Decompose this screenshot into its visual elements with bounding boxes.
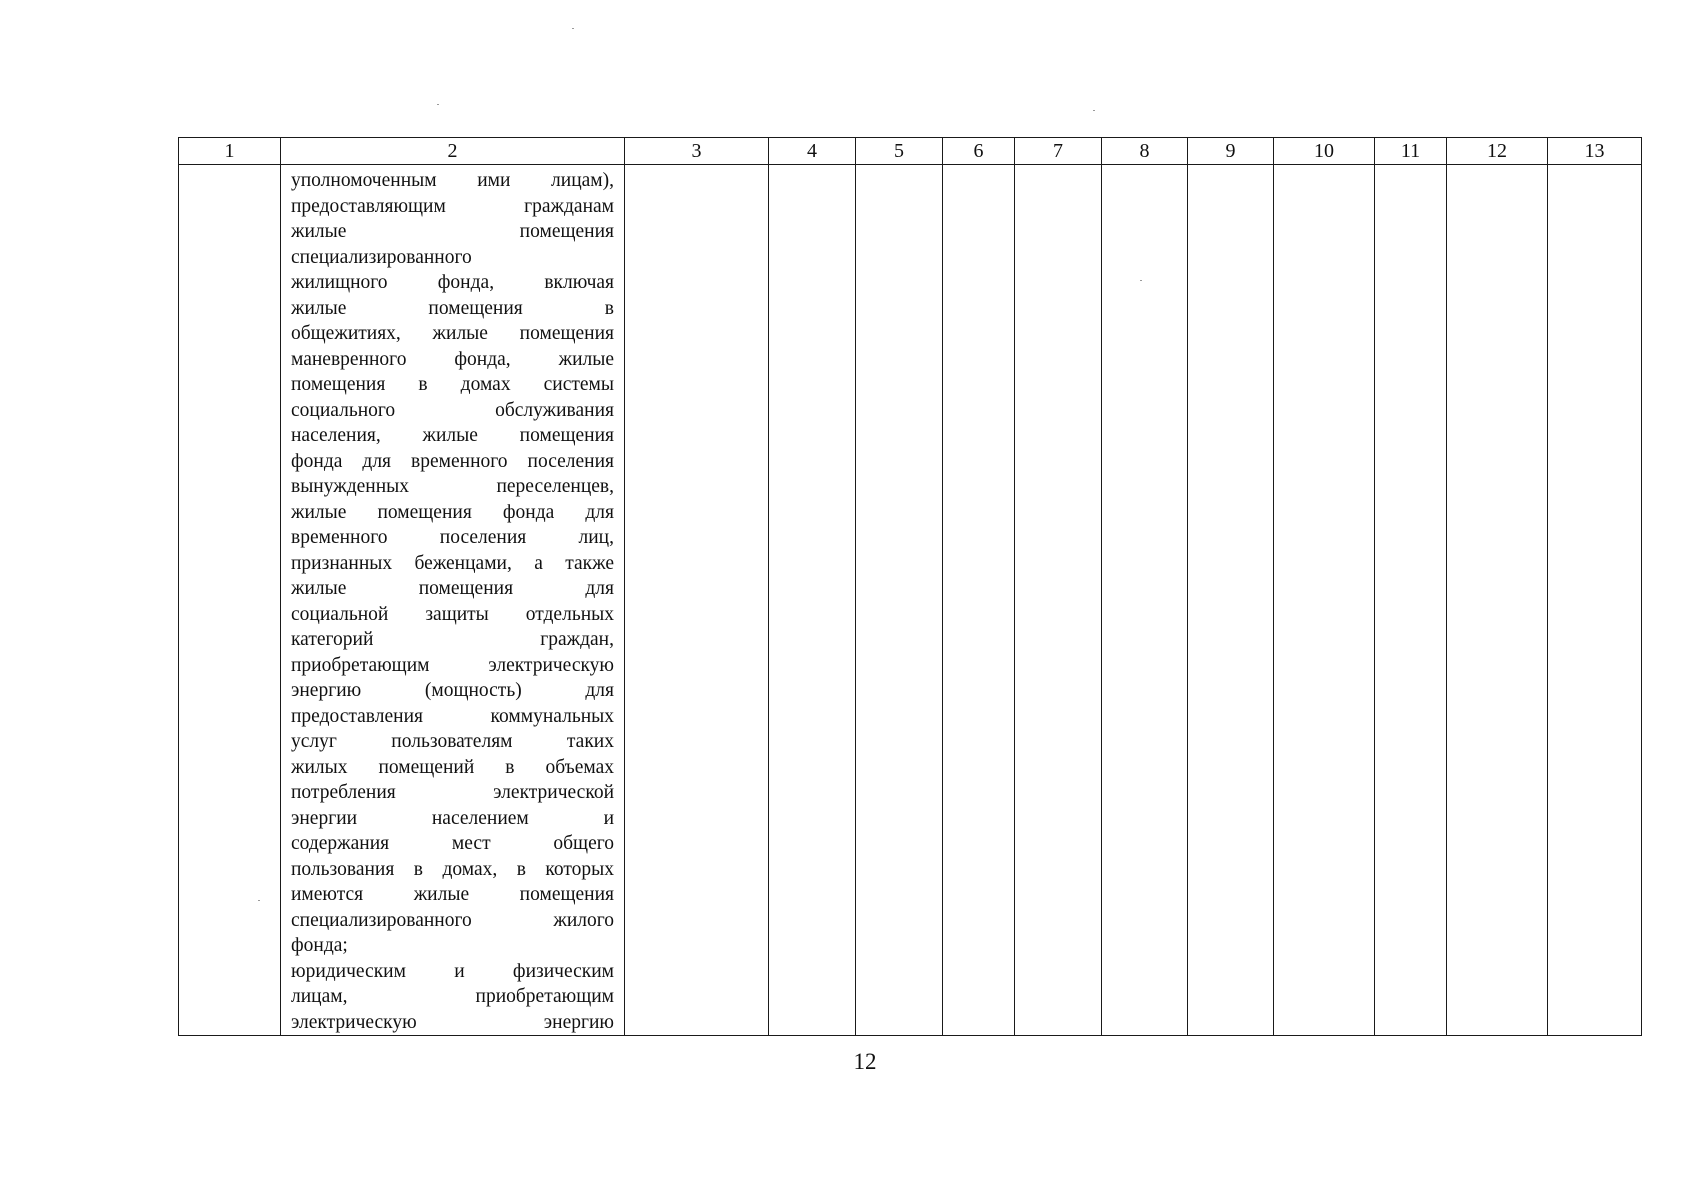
cell-col-5: [856, 165, 943, 1036]
column-header-12: 12: [1447, 138, 1548, 165]
column-header-5: 5: [856, 138, 943, 165]
page-number: 12: [853, 1049, 877, 1074]
text-line: социальной защиты отдельных: [291, 603, 614, 625]
cell-col-8: [1102, 165, 1188, 1036]
text-line: энергии населением и: [291, 807, 614, 829]
cell-col-7: [1015, 165, 1102, 1036]
text-line: потребления электрической: [291, 782, 614, 803]
table-row: [179, 165, 1642, 1036]
cell-col-4: [769, 165, 856, 1036]
text-line: жилищного фонда, включая: [291, 272, 614, 293]
cell-col-2: [281, 165, 625, 1036]
text-line: предоставления коммунальных: [291, 705, 614, 727]
scan-speck: [572, 28, 574, 29]
text-line: услуг пользователям таких: [291, 731, 614, 752]
text-line: населения, жилые помещения: [291, 425, 614, 446]
text-line: предоставляющим гражданам: [291, 195, 614, 217]
column-header-11: 11: [1375, 138, 1447, 165]
text-line: жилые помещения фонда для: [291, 501, 614, 523]
header-row: [179, 138, 1642, 165]
text-line: жилые помещения для: [291, 578, 614, 599]
text-line: энергию (мощность) для: [291, 680, 614, 701]
scan-speck: [437, 104, 439, 105]
text-line: жилые помещения: [291, 221, 614, 242]
column-header-4: 4: [769, 138, 856, 165]
column-header-9: 9: [1188, 138, 1274, 165]
cell-col-6: [943, 165, 1015, 1036]
scan-speck: [1093, 110, 1095, 111]
cell-col-3: [625, 165, 769, 1036]
cell-col-12: [1447, 165, 1548, 1036]
column-header-7: 7: [1015, 138, 1102, 165]
text-line: фонда;: [291, 935, 348, 956]
text-line: имеются жилые помещения: [291, 884, 614, 905]
text-line: юридическим и физическим: [291, 960, 614, 982]
text-line: электрическую энергию: [291, 1011, 614, 1033]
column-header-6: 6: [943, 138, 1015, 165]
data-table: [178, 137, 1642, 1036]
text-line: фонда для временного поселения: [291, 450, 614, 472]
text-line: содержания мест общего: [291, 833, 614, 854]
cell-col-13: [1548, 165, 1642, 1036]
text-line: пользования в домах, в которых: [291, 858, 614, 880]
cell-col-10: [1274, 165, 1375, 1036]
column-header-10: 10: [1274, 138, 1375, 165]
column-header-3: 3: [625, 138, 769, 165]
column-header-8: 8: [1102, 138, 1188, 165]
cell-col-1: [179, 165, 281, 1036]
text-line: приобретающим электрическую: [291, 654, 614, 676]
cell-col-11: [1375, 165, 1447, 1036]
text-line: категорий граждан,: [291, 629, 614, 650]
text-line: временного поселения лиц,: [291, 527, 614, 548]
text-line: лицам, приобретающим: [291, 986, 614, 1007]
text-line: жилые помещения в: [291, 297, 614, 319]
text-line: общежитиях, жилые помещения: [291, 323, 614, 344]
text-line: жилых помещений в объемах: [291, 756, 614, 778]
column-header-13: 13: [1548, 138, 1642, 165]
text-line: уполномоченным ими лицам),: [291, 170, 614, 191]
text-line: специализированного: [291, 246, 472, 268]
cell-col-9: [1188, 165, 1274, 1036]
column-2-text: [281, 165, 624, 1035]
column-header-1: 1: [179, 138, 281, 165]
column-header-2: 2: [281, 138, 625, 165]
text-line: социального обслуживания: [291, 399, 614, 421]
text-line: помещения в домах системы: [291, 374, 614, 395]
text-line: признанных беженцами, а также: [291, 552, 614, 574]
text-line: маневренного фонда, жилые: [291, 348, 614, 370]
text-line: вынужденных переселенцев,: [291, 476, 614, 497]
text-line: специализированного жилого: [291, 909, 614, 931]
